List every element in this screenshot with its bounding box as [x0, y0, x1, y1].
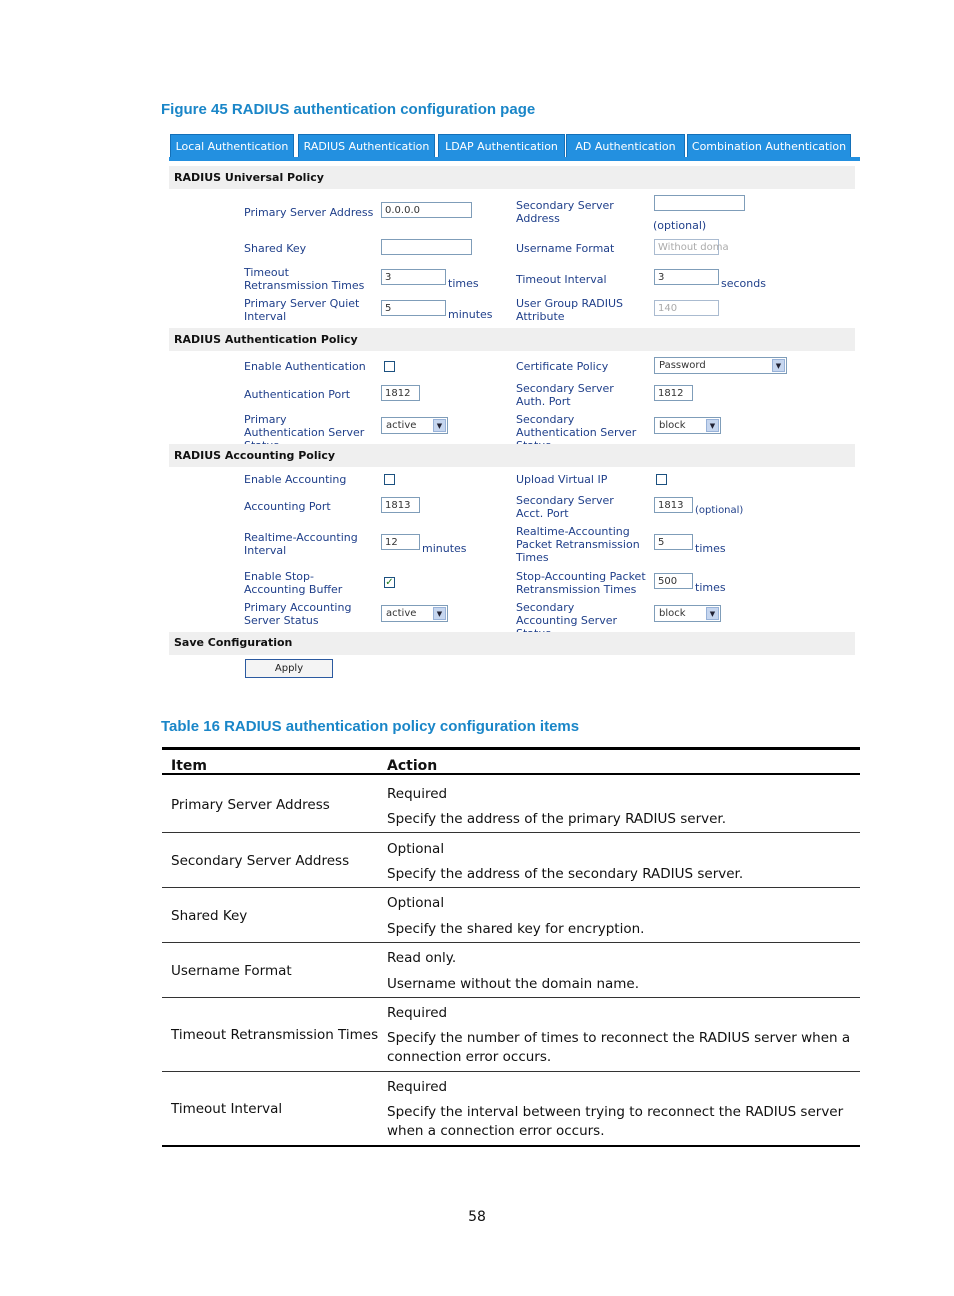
- section-header-universal: RADIUS Universal Policy: [169, 166, 855, 189]
- header-item: Item: [171, 758, 207, 774]
- upload-virtual-ip-label: Upload Virtual IP: [516, 473, 608, 486]
- tab-combination-authentication[interactable]: Combination Authentication: [687, 134, 851, 157]
- times-unit: times: [695, 542, 726, 555]
- table-row: [162, 833, 860, 888]
- accounting-port-input[interactable]: 1813: [381, 497, 420, 513]
- row-action: [387, 894, 857, 939]
- table-row: [162, 943, 860, 998]
- username-format-label: Username Format: [516, 242, 615, 255]
- page-number: 58: [468, 1209, 486, 1225]
- section-header-save: Save Configuration: [169, 632, 855, 655]
- auth-tabs: [169, 132, 860, 162]
- secondary-auth-port-label: Secondary Server Auth. Port: [516, 382, 614, 408]
- section-header-accounting: RADIUS Accounting Policy: [169, 444, 855, 467]
- stop-retransmission-label: Stop-Accounting Packet Retransmission Times: [516, 570, 646, 596]
- action-requirement: Optional: [387, 895, 445, 911]
- secondary-acct-port-input[interactable]: 1813: [654, 497, 693, 513]
- action-requirement: Required: [387, 1005, 448, 1021]
- table-caption: Table 16 RADIUS authentication policy configuration items: [161, 718, 580, 735]
- times-unit: times: [695, 581, 726, 594]
- user-group-attribute-label: User Group RADIUS Attribute: [516, 297, 624, 323]
- table-row: [162, 776, 860, 833]
- table-row: [162, 998, 860, 1072]
- row-item: Timeout Retransmission Times: [171, 1027, 379, 1043]
- tab-underline: [169, 157, 860, 161]
- section-header-authentication: RADIUS Authentication Policy: [169, 328, 855, 351]
- username-format-input: Without doma: [654, 239, 719, 255]
- enable-accounting-label: Enable Accounting: [244, 473, 347, 486]
- minutes-unit: minutes: [448, 308, 493, 321]
- secondary-server-address-label: Secondary Server Address: [516, 199, 614, 225]
- row-action: [387, 785, 857, 829]
- realtime-retransmission-label: Realtime-Accounting Packet Retransmission Times: [516, 525, 640, 564]
- tab-local-authentication[interactable]: Local Authentication: [170, 134, 294, 157]
- primary-acct-status-select[interactable]: [381, 605, 448, 622]
- table-row: [162, 1072, 860, 1147]
- row-action: [387, 840, 857, 884]
- action-description: Specify the address of the primary RADIUS server.: [387, 811, 727, 827]
- stop-accounting-buffer-checkbox[interactable]: ✓: [385, 577, 394, 588]
- chevron-down-icon: ▼: [706, 419, 719, 432]
- chevron-down-icon: ▼: [706, 607, 719, 620]
- quiet-interval-input[interactable]: 5: [381, 300, 446, 316]
- primary-acct-status-value: active: [386, 608, 417, 619]
- timeout-interval-input[interactable]: 3: [654, 269, 719, 285]
- chevron-down-icon: ▼: [433, 419, 446, 432]
- row-action: [387, 949, 857, 994]
- primary-auth-status-label: Primary Authentication Server: [244, 413, 365, 439]
- action-requirement: Required: [387, 786, 448, 802]
- secondary-auth-port-input[interactable]: 1812: [654, 385, 693, 401]
- action-description: Specify the number of times to reconnect the RADIUS server when a connection error occurs.: [387, 1030, 851, 1065]
- tab-radius-authentication[interactable]: RADIUS Authentication: [298, 134, 435, 157]
- secondary-auth-status-select[interactable]: [654, 417, 721, 434]
- secondary-acct-status-select[interactable]: [654, 605, 721, 622]
- enable-accounting-checkbox[interactable]: [384, 474, 395, 485]
- row-item: Primary Server Address: [171, 797, 330, 813]
- tab-ad-authentication[interactable]: AD Authentication: [566, 134, 685, 157]
- action-requirement: Required: [387, 1079, 448, 1095]
- secondary-auth-status-label: Secondary Authentication Server: [516, 413, 637, 439]
- timeout-interval-label: Timeout Interval: [516, 273, 607, 286]
- row-item: Timeout Interval: [171, 1101, 283, 1117]
- quiet-interval-label: Primary Server Quiet Interval: [244, 297, 360, 323]
- apply-button[interactable]: Apply: [245, 659, 333, 678]
- realtime-accounting-interval-input[interactable]: 12: [381, 534, 420, 550]
- row-item: Username Format: [171, 963, 292, 979]
- realtime-accounting-interval-label: Realtime-Accounting Interval: [244, 531, 358, 557]
- action-requirement: Optional: [387, 841, 445, 857]
- secondary-auth-status-value: block: [659, 420, 686, 431]
- secondary-server-address-input[interactable]: [654, 195, 745, 211]
- optional-hint: (optional): [653, 219, 707, 232]
- row-action: [387, 1004, 857, 1067]
- enable-authentication-checkbox[interactable]: [384, 361, 395, 372]
- primary-server-address-input[interactable]: 0.0.0.0: [381, 202, 472, 218]
- shared-key-input[interactable]: [381, 239, 472, 255]
- row-item: Shared Key: [171, 908, 248, 924]
- chevron-down-icon: ▼: [433, 607, 446, 620]
- enable-authentication-label: Enable Authentication: [244, 360, 366, 373]
- action-description: Specify the shared key for encryption.: [387, 921, 645, 937]
- radius-config-screenshot: [169, 132, 860, 692]
- shared-key-label: Shared Key: [244, 242, 307, 255]
- secondary-acct-status-value: block: [659, 608, 686, 619]
- table-row: [162, 888, 860, 943]
- accounting-port-label: Accounting Port: [244, 500, 331, 513]
- action-description: Specify the interval between trying to reconnect the RADIUS server when a connection error occurs.: [387, 1104, 844, 1139]
- header-action: Action: [387, 758, 438, 774]
- action-description: Username without the domain name.: [387, 976, 640, 992]
- secondary-acct-port-label: Secondary Server Acct. Port: [516, 494, 614, 520]
- action-requirement: Read only.: [387, 950, 457, 966]
- stop-retransmission-input[interactable]: 500: [654, 573, 693, 589]
- seconds-unit: seconds: [721, 277, 766, 290]
- figure-caption: Figure 45 RADIUS authentication configuration page: [161, 101, 536, 118]
- timeout-retransmission-label: Timeout Retransmission Times: [244, 266, 365, 292]
- timeout-retransmission-input[interactable]: 3: [381, 269, 446, 285]
- primary-auth-status-select[interactable]: [381, 417, 448, 434]
- action-description: Specify the address of the secondary RADIUS server.: [387, 866, 744, 882]
- realtime-retransmission-input[interactable]: 5: [654, 534, 693, 550]
- stop-accounting-buffer-label: Enable Stop-Accounting Buffer: [244, 570, 343, 596]
- primary-auth-status-value: active: [386, 420, 417, 431]
- table-header: [162, 747, 860, 775]
- authentication-port-input[interactable]: 1812: [381, 385, 420, 401]
- optional-hint: (optional): [695, 505, 744, 516]
- tab-ldap-authentication[interactable]: LDAP Authentication: [438, 134, 565, 157]
- minutes-unit: minutes: [422, 542, 467, 555]
- certificate-policy-label: Certificate Policy: [516, 360, 609, 373]
- user-group-attribute-input: 140: [654, 300, 719, 316]
- certificate-policy-value: Password: [659, 360, 706, 371]
- secondary-acct-status-label: Secondary Accounting Server: [516, 601, 617, 627]
- times-unit: times: [448, 277, 479, 290]
- certificate-policy-select[interactable]: [654, 357, 787, 374]
- row-action: [387, 1078, 857, 1141]
- primary-acct-status-label: Primary Accounting Server Status: [244, 601, 352, 627]
- upload-virtual-ip-checkbox[interactable]: [656, 474, 667, 485]
- row-item: Secondary Server Address: [171, 853, 350, 869]
- authentication-port-label: Authentication Port: [244, 388, 351, 401]
- primary-server-address-label: Primary Server Address: [244, 206, 374, 219]
- chevron-down-icon: ▼: [772, 359, 785, 372]
